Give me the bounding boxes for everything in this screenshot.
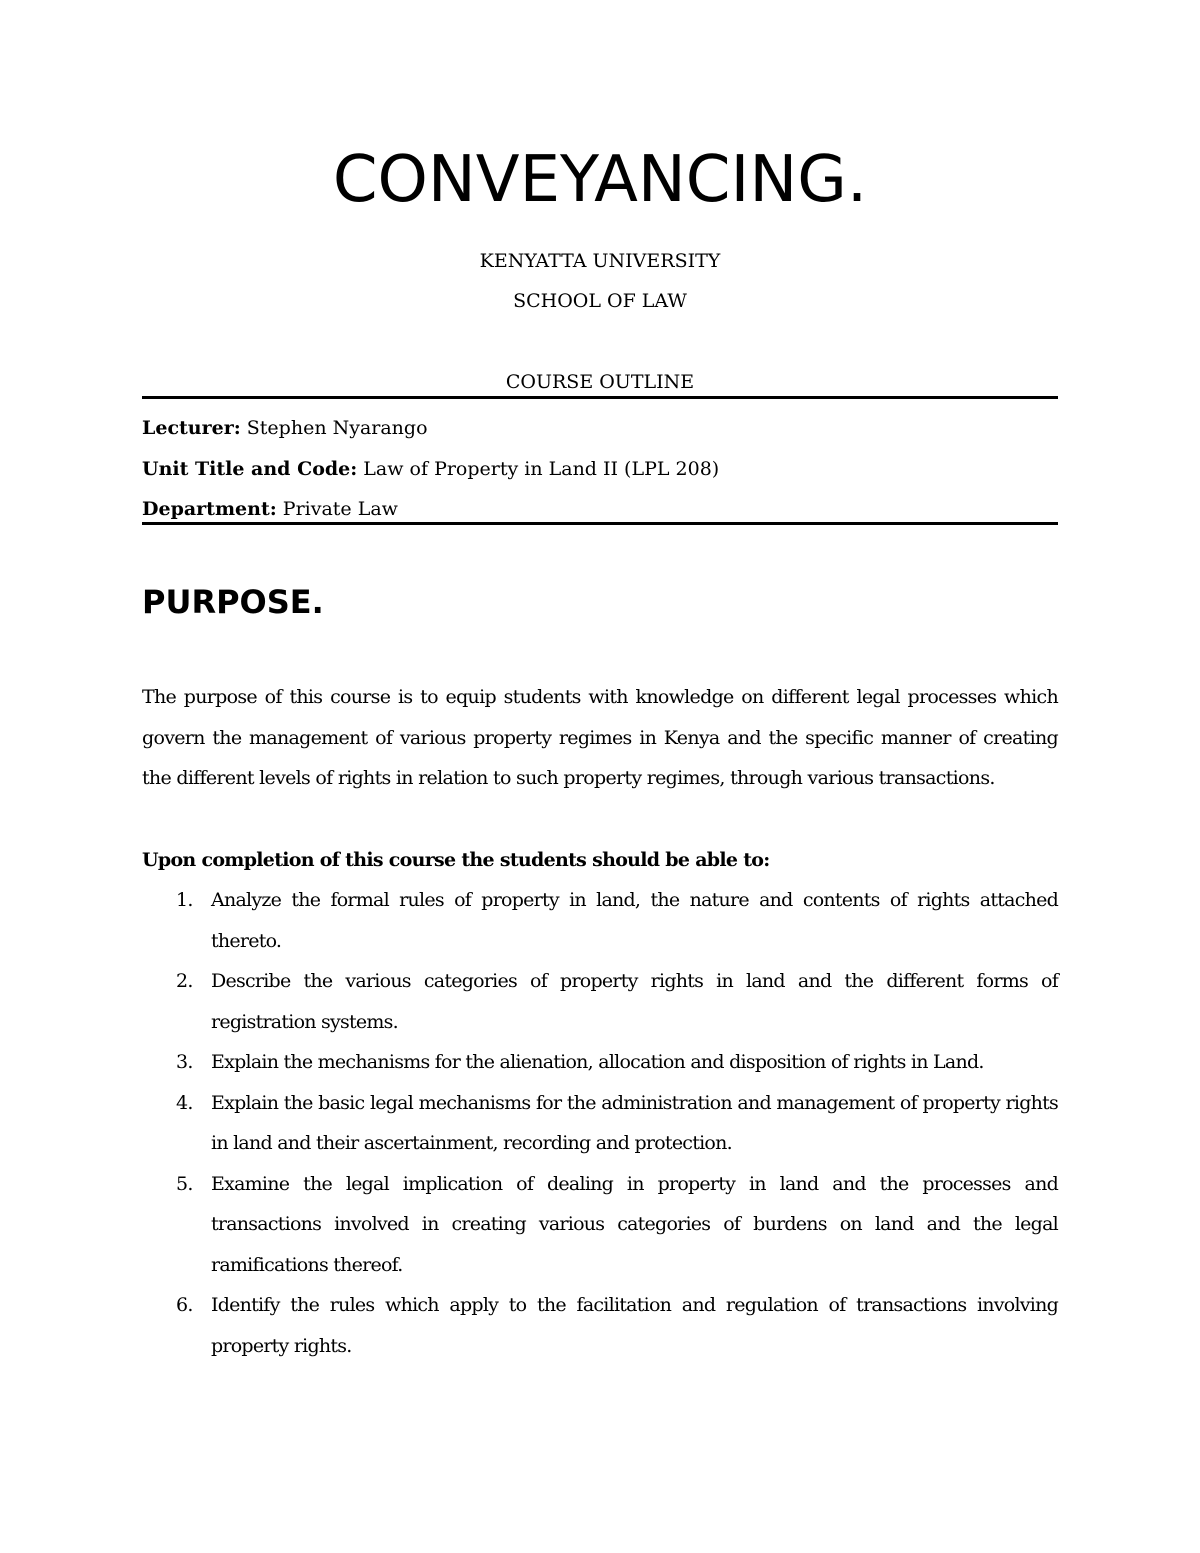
bottom-divider (142, 522, 1058, 525)
list-item (142, 880, 1058, 961)
document-title: CONVEYANCING. (332, 143, 868, 217)
list-item-number: 6. (176, 1294, 193, 1316)
purpose-heading: PURPOSE. (142, 583, 324, 621)
list-item (142, 1164, 1058, 1286)
list-item (142, 961, 1058, 1042)
course-outline-label: COURSE OUTLINE (505, 371, 695, 393)
objectives-intro: Upon completion of this course the students should be able to: (142, 849, 770, 871)
list-item-text: Examine the legal implication of dealing in property in land and the processes and transactions involved in creating various categories of burdens on land and the legal ramifications thereof. (211, 1172, 1058, 1276)
objectives-list (142, 880, 1058, 1366)
school-name: SCHOOL OF LAW (513, 290, 687, 312)
list-item-number: 5. (176, 1172, 193, 1195)
department-label: Department: (142, 498, 277, 520)
list-item-text: Analyze the formal rules of property in land, the nature and contents of rights attached thereto. (211, 889, 1058, 952)
department-value: Private Law (276, 498, 398, 520)
list-item-text: Identify the rules which apply to the facilitation and regulation of transactions involving property rights. (211, 1294, 1058, 1357)
lecturer-line (142, 415, 1058, 441)
unit-label: Unit Title and Code: (142, 458, 358, 480)
list-item-text: Explain the basic legal mechanisms for the administration and management of property rights in land and their ascertainment, recording and protection. (211, 1091, 1058, 1154)
department-line (142, 496, 1058, 522)
list-item-number: 2. (176, 970, 193, 992)
list-item-number: 4. (176, 1091, 193, 1114)
list-item-text: Explain the mechanisms for the alienation, allocation and disposition of rights in Land. (211, 1051, 984, 1073)
unit-line (142, 456, 1058, 482)
list-item (142, 1285, 1058, 1366)
list-item (142, 1042, 1058, 1083)
list-item-number: 3. (176, 1051, 193, 1073)
list-item (142, 1083, 1058, 1164)
list-item-text: Describe the various categories of property rights in land and the different forms of registration systems. (211, 970, 1058, 1033)
list-item-number: 1. (176, 889, 193, 911)
top-divider (142, 396, 1058, 399)
unit-value: Law of Property in Land II (LPL 208) (357, 458, 720, 480)
institution-name: KENYATTA UNIVERSITY (479, 250, 721, 272)
purpose-paragraph: The purpose of this course is to equip students with knowledge on different legal processes which govern the management of various property regimes in Kenya and the specific manner of creating the different levels of rights in relation to such property regimes, through various transactions. (142, 686, 1058, 789)
lecturer-label: Lecturer: (142, 417, 241, 439)
lecturer-value: Stephen Nyarango (240, 417, 428, 439)
